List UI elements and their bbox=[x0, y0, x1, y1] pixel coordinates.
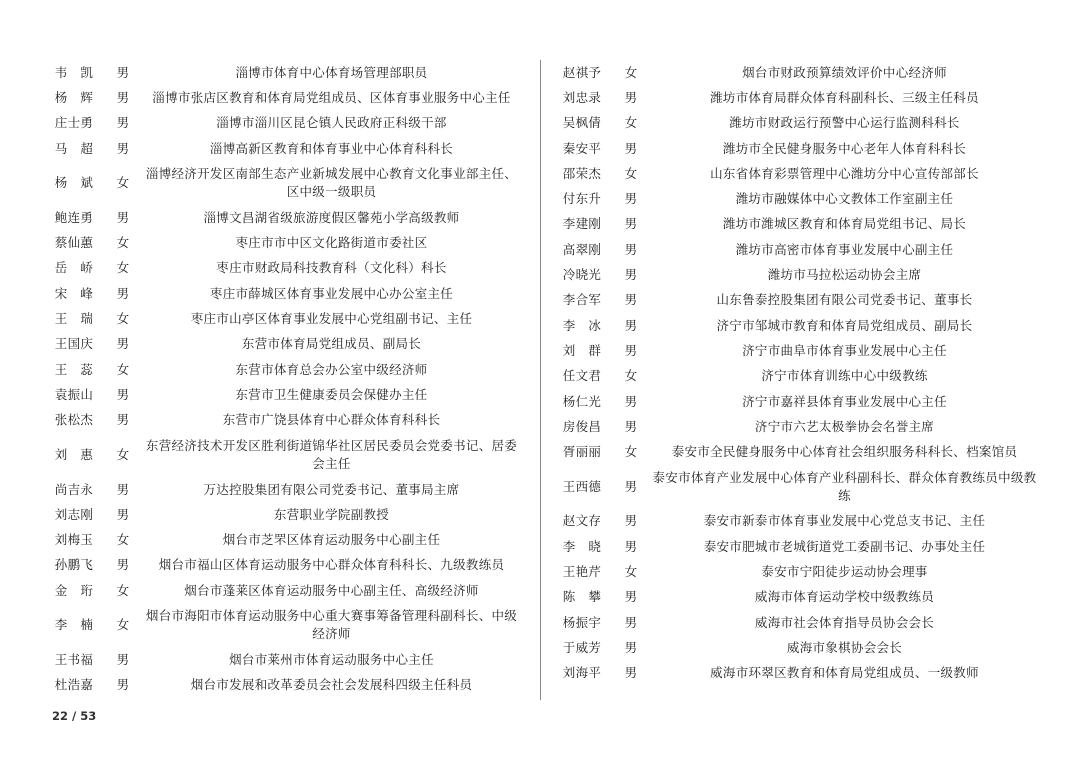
table-row bbox=[548, 262, 1043, 287]
person-gender: 男 bbox=[624, 418, 638, 434]
person-gender: 男 bbox=[116, 651, 130, 667]
table-row bbox=[40, 60, 525, 85]
person-name: 刘 群 bbox=[562, 342, 602, 358]
person-gender: 男 bbox=[624, 342, 638, 358]
person-gender: 女 bbox=[116, 532, 130, 548]
person-name: 胥丽丽 bbox=[562, 444, 602, 460]
person-gender: 男 bbox=[624, 538, 638, 554]
table-row bbox=[548, 186, 1043, 211]
table-row bbox=[40, 306, 525, 331]
person-position: 济宁市曲阜市体育事业发展中心主任 bbox=[742, 342, 947, 358]
person-gender: 男 bbox=[624, 267, 638, 283]
table-row bbox=[548, 85, 1043, 110]
person-position: 淄博市张店区教育和体育局党组成员、区体育事业服务中心主任 bbox=[152, 89, 511, 105]
person-name: 杨仁光 bbox=[562, 393, 602, 409]
person-gender: 男 bbox=[624, 140, 638, 156]
table-row bbox=[40, 408, 525, 433]
person-gender: 男 bbox=[624, 393, 638, 409]
person-position: 泰安市宁阳徒步运动协会理事 bbox=[761, 563, 928, 579]
person-position: 东营市卫生健康委员会保健办主任 bbox=[235, 386, 428, 402]
table-row bbox=[40, 673, 525, 698]
table-row bbox=[548, 585, 1043, 610]
person-name: 赵文存 bbox=[562, 513, 602, 529]
table-row bbox=[548, 313, 1043, 338]
person-position: 泰安市新泰市体育事业发展中心党总支书记、主任 bbox=[703, 513, 986, 529]
person-gender: 男 bbox=[624, 614, 638, 630]
person-position: 威海市象棋协会会长 bbox=[786, 639, 903, 655]
table-row bbox=[548, 161, 1043, 186]
table-row bbox=[40, 382, 525, 407]
person-gender: 男 bbox=[116, 412, 130, 428]
person-name: 杨 斌 bbox=[54, 175, 94, 191]
right-column bbox=[548, 60, 1043, 686]
person-position: 潍坊市潍城区教育和体育局党组书记、局长 bbox=[722, 216, 967, 232]
person-name: 马 超 bbox=[54, 140, 94, 156]
table-row bbox=[548, 237, 1043, 262]
person-position: 烟台市莱州市体育运动服务中心主任 bbox=[229, 651, 434, 667]
person-gender: 男 bbox=[116, 386, 130, 402]
person-position: 济宁市嘉祥县体育事业发展中心主任 bbox=[742, 393, 947, 409]
person-name: 高翠刚 bbox=[562, 241, 602, 257]
person-position: 淄博高新区教育和体育事业中心体育科科长 bbox=[209, 140, 454, 156]
person-gender: 男 bbox=[116, 481, 130, 497]
person-position: 烟台市芝罘区体育运动服务中心副主任 bbox=[222, 532, 441, 548]
person-position: 泰安市肥城市老城街道党工委副书记、办事处主任 bbox=[703, 538, 986, 554]
person-name: 冷晓光 bbox=[562, 267, 602, 283]
person-position: 山东省体育彩票管理中心潍坊分中心宣传部部长 bbox=[710, 165, 979, 181]
person-gender: 男 bbox=[624, 241, 638, 257]
person-name: 王国庆 bbox=[54, 336, 94, 352]
person-name: 孙鹏飞 bbox=[54, 557, 94, 573]
person-name: 刘 惠 bbox=[54, 446, 94, 462]
person-gender: 女 bbox=[116, 175, 130, 191]
person-position: 烟台市发展和改革委员会社会发展科四级主任科员 bbox=[190, 677, 473, 693]
person-name: 于威芳 bbox=[562, 639, 602, 655]
person-name: 李建刚 bbox=[562, 216, 602, 232]
table-row bbox=[40, 647, 525, 672]
table-row bbox=[40, 332, 525, 357]
left-column bbox=[40, 60, 525, 698]
person-gender: 女 bbox=[624, 115, 638, 131]
person-name: 李 冰 bbox=[562, 317, 602, 333]
person-position: 淄博市淄川区昆仑镇人民政府正科级干部 bbox=[216, 115, 447, 131]
person-position: 烟台市蓬莱区体育运动服务中心副主任、高级经济师 bbox=[184, 582, 479, 598]
person-name: 李 晓 bbox=[562, 538, 602, 554]
person-gender: 女 bbox=[116, 260, 130, 276]
table-row bbox=[40, 281, 525, 306]
person-position: 潍坊市财政运行预警中心运行监测科科长 bbox=[729, 115, 960, 131]
person-position: 烟台市海阳市体育运动服务中心重大赛事筹备管理科副科长、中级经济师 bbox=[145, 608, 518, 642]
person-name: 王 蕊 bbox=[54, 361, 94, 377]
table-row bbox=[548, 661, 1043, 686]
person-name: 吴枫倩 bbox=[562, 115, 602, 131]
person-name: 宋 峰 bbox=[54, 285, 94, 301]
table-row bbox=[548, 509, 1043, 534]
person-position: 泰安市体育产业发展中心体育产业科副科长、群众体育教练员中级教练 bbox=[652, 469, 1037, 503]
person-position: 潍坊市马拉松运动协会主席 bbox=[767, 267, 922, 283]
person-position: 东营经济技术开发区胜利街道锦华社区居民委员会党委书记、居委会主任 bbox=[145, 437, 518, 471]
person-gender: 女 bbox=[116, 582, 130, 598]
table-row bbox=[40, 205, 525, 230]
person-position: 威海市社会体育指导员协会会长 bbox=[754, 614, 935, 630]
person-name: 陈 攀 bbox=[562, 589, 602, 605]
person-name: 张松杰 bbox=[54, 412, 94, 428]
person-position: 济宁市六艺太极拳协会名誉主席 bbox=[754, 418, 935, 434]
person-gender: 男 bbox=[116, 506, 130, 522]
person-gender: 女 bbox=[624, 64, 638, 80]
person-gender: 女 bbox=[116, 446, 130, 462]
table-row bbox=[548, 559, 1043, 584]
table-row bbox=[548, 414, 1043, 439]
person-gender: 女 bbox=[624, 368, 638, 384]
person-gender: 女 bbox=[116, 311, 130, 327]
person-position: 潍坊市体育局群众体育科副科长、三级主任科员 bbox=[710, 89, 979, 105]
person-position: 潍坊市全民健身服务中心老年人体育科科长 bbox=[722, 140, 967, 156]
person-position: 济宁市邹城市教育和体育局党组成员、副局长 bbox=[716, 317, 973, 333]
person-name: 尚吉永 bbox=[54, 481, 94, 497]
person-position: 万达控股集团有限公司党委书记、董事局主席 bbox=[203, 481, 460, 497]
person-gender: 男 bbox=[116, 336, 130, 352]
table-row bbox=[40, 502, 525, 527]
table-row bbox=[548, 60, 1043, 85]
table-row bbox=[548, 364, 1043, 389]
person-name: 赵祺予 bbox=[562, 64, 602, 80]
person-name: 房俊昌 bbox=[562, 418, 602, 434]
table-row bbox=[40, 85, 525, 110]
person-position: 潍坊市融媒体中心文教体工作室副主任 bbox=[735, 191, 954, 207]
table-row bbox=[548, 136, 1043, 161]
person-gender: 男 bbox=[624, 513, 638, 529]
person-gender: 女 bbox=[624, 444, 638, 460]
person-position: 东营市体育总会办公室中级经济师 bbox=[235, 361, 428, 377]
person-position: 枣庄市山亭区体育事业发展中心党组副书记、主任 bbox=[190, 311, 473, 327]
person-gender: 男 bbox=[116, 557, 130, 573]
table-row bbox=[548, 338, 1043, 363]
person-name: 杜浩嘉 bbox=[54, 677, 94, 693]
person-gender: 男 bbox=[116, 64, 130, 80]
person-position: 威海市体育运动学校中级教练员 bbox=[754, 589, 935, 605]
person-gender: 男 bbox=[624, 317, 638, 333]
person-name: 刘海平 bbox=[562, 665, 602, 681]
person-name: 刘忠录 bbox=[562, 89, 602, 105]
table-row bbox=[548, 288, 1043, 313]
person-gender: 女 bbox=[116, 617, 130, 633]
person-gender: 男 bbox=[624, 665, 638, 681]
person-gender: 男 bbox=[116, 140, 130, 156]
person-name: 韦 凯 bbox=[54, 64, 94, 80]
person-gender: 男 bbox=[116, 677, 130, 693]
person-name: 杨 辉 bbox=[54, 89, 94, 105]
table-row bbox=[548, 635, 1043, 660]
table-row bbox=[40, 230, 525, 255]
person-name: 王书福 bbox=[54, 651, 94, 667]
person-name: 杨振宇 bbox=[562, 614, 602, 630]
column-divider bbox=[540, 60, 541, 700]
person-position: 枣庄市财政局科技教育科（文化科）科长 bbox=[216, 260, 447, 276]
table-row bbox=[40, 256, 525, 281]
person-name: 鲍连勇 bbox=[54, 209, 94, 225]
table-row bbox=[548, 610, 1043, 635]
person-gender: 男 bbox=[624, 478, 638, 494]
person-name: 李 楠 bbox=[54, 617, 94, 633]
person-position: 枣庄市薛城区体育事业发展中心办公室主任 bbox=[209, 285, 454, 301]
person-name: 岳 峤 bbox=[54, 260, 94, 276]
table-row bbox=[40, 111, 525, 136]
person-gender: 男 bbox=[624, 589, 638, 605]
table-row bbox=[40, 603, 525, 647]
person-name: 蔡仙蕙 bbox=[54, 235, 94, 251]
table-row bbox=[40, 578, 525, 603]
table-row bbox=[40, 527, 525, 552]
person-gender: 男 bbox=[624, 292, 638, 308]
person-gender: 男 bbox=[624, 216, 638, 232]
table-row bbox=[548, 534, 1043, 559]
person-name: 李合军 bbox=[562, 292, 602, 308]
person-gender: 女 bbox=[624, 165, 638, 181]
table-row bbox=[40, 357, 525, 382]
person-position: 淄博经济开发区南部生态产业新城发展中心教育文化事业部主任、区中级一级职员 bbox=[145, 166, 518, 200]
person-name: 庄士勇 bbox=[54, 115, 94, 131]
person-position: 威海市环翠区教育和体育局党组成员、一级教师 bbox=[710, 665, 979, 681]
person-position: 枣庄市市中区文化路街道市委社区 bbox=[235, 235, 428, 251]
table-row bbox=[548, 465, 1043, 509]
person-name: 王西德 bbox=[562, 478, 602, 494]
person-gender: 男 bbox=[624, 89, 638, 105]
person-position: 淄博文昌湖省级旅游度假区馨苑小学高级教师 bbox=[203, 209, 460, 225]
person-position: 济宁市体育训练中心中级教练 bbox=[761, 368, 928, 384]
person-gender: 女 bbox=[116, 361, 130, 377]
person-position: 烟台市财政预算绩效评价中心经济师 bbox=[742, 64, 947, 80]
table-row bbox=[40, 477, 525, 502]
person-gender: 男 bbox=[116, 115, 130, 131]
person-name: 秦安平 bbox=[562, 140, 602, 156]
person-name: 金 珩 bbox=[54, 582, 94, 598]
person-name: 王艳芹 bbox=[562, 563, 602, 579]
person-position: 东营市体育局党组成员、副局长 bbox=[241, 336, 422, 352]
person-position: 烟台市福山区体育运动服务中心群众体育科科长、九级教练员 bbox=[158, 557, 505, 573]
person-position: 东营职业学院副教授 bbox=[273, 506, 390, 522]
person-name: 刘梅玉 bbox=[54, 532, 94, 548]
table-row bbox=[40, 136, 525, 161]
table-row bbox=[40, 553, 525, 578]
person-name: 刘志刚 bbox=[54, 506, 94, 522]
table-row bbox=[548, 439, 1043, 464]
person-gender: 男 bbox=[624, 191, 638, 207]
page-number: 22 / 53 bbox=[52, 709, 97, 723]
table-row bbox=[548, 212, 1043, 237]
person-position: 山东鲁泰控股集团有限公司党委书记、董事长 bbox=[716, 292, 973, 308]
person-position: 淄博市体育中心体育场管理部职员 bbox=[235, 64, 428, 80]
person-name: 王 瑞 bbox=[54, 311, 94, 327]
person-gender: 女 bbox=[624, 563, 638, 579]
table-row bbox=[40, 161, 525, 205]
person-gender: 男 bbox=[116, 285, 130, 301]
person-gender: 男 bbox=[624, 639, 638, 655]
table-row bbox=[40, 433, 525, 477]
person-gender: 女 bbox=[116, 235, 130, 251]
table-row bbox=[548, 111, 1043, 136]
person-name: 付东升 bbox=[562, 191, 602, 207]
person-position: 泰安市全民健身服务中心体育社会组织服务科科长、档案馆员 bbox=[671, 444, 1018, 460]
person-gender: 男 bbox=[116, 209, 130, 225]
person-gender: 男 bbox=[116, 89, 130, 105]
person-position: 东营市广饶县体育中心群众体育科科长 bbox=[222, 412, 441, 428]
person-position: 潍坊市高密市体育事业发展中心副主任 bbox=[735, 241, 954, 257]
person-name: 任文君 bbox=[562, 368, 602, 384]
person-name: 邵荣杰 bbox=[562, 165, 602, 181]
person-name: 袁振山 bbox=[54, 386, 94, 402]
table-row bbox=[548, 389, 1043, 414]
